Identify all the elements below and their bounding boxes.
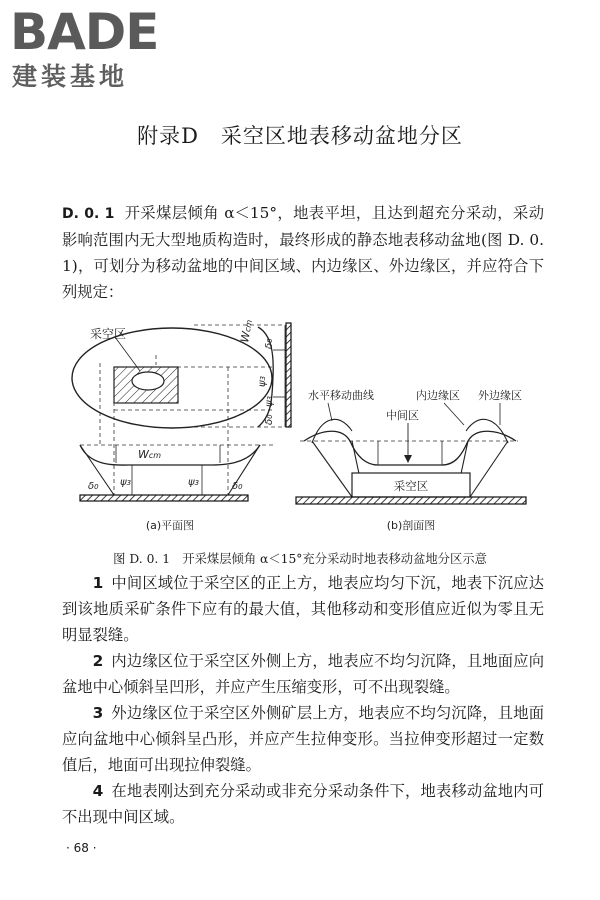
- figure-svg: [60, 315, 540, 550]
- section-ground-bottom: [296, 497, 526, 504]
- item-2-text: 内边缘区位于采空区外侧上方，地表应不均匀沉降，且地面应向盆地中心倾斜呈凹形，并应产生压缩变形，可不出现裂缝。: [62, 652, 544, 696]
- item-2: [62, 648, 544, 700]
- item-3-text: 外边缘区位于采空区外侧矿层上方，地表应不均匀沉降，且地面应向盆地中心倾斜呈凸形，并应产生拉伸变形。当拉伸变形超过一定数值后，地面可出现拉伸裂缝。: [62, 704, 544, 774]
- plan-guides: [80, 325, 285, 495]
- appendix-title: 附录D 采空区地表移动盆地分区: [137, 124, 463, 148]
- clause-text: 开采煤层倾角 α＜15°，地表平坦，且达到超充分采动，采动影响范围内无大型地质构造时，最终形成的静态地表移动盆地(图 D. 0. 1)，可划分为移动盆地的中间区域、内边缘区、外边缘区，并应符合下列规定：: [62, 204, 544, 301]
- section-view: [296, 388, 526, 532]
- plan-delta-left: δ0: [88, 481, 99, 492]
- clause-number: D. 0. 1: [62, 206, 115, 222]
- item-4: [62, 778, 544, 830]
- plan-ground-right: [286, 323, 291, 427]
- plan-sub-caption: (a)平面图: [145, 519, 195, 532]
- item-4-text: 在地表刚达到充分采动或非充分采动条件下，地表移动盆地内可不出现中间区域。: [62, 782, 544, 826]
- section-inner-label: 内边缘区: [416, 389, 460, 402]
- bade-logo: [8, 3, 178, 94]
- item-2-number: 2: [92, 652, 104, 670]
- item-3-number: 3: [92, 704, 104, 722]
- logo-brand: BADE: [10, 3, 159, 61]
- plan-goaf-label: 采空区: [90, 327, 127, 341]
- plan-psi-left: ψ3: [120, 477, 132, 488]
- plan-ground-bottom: [80, 495, 248, 501]
- section-goaf-label: 采空区: [393, 479, 429, 493]
- figure-caption: 图 D. 0. 1 开采煤层倾角 α＜15°充分采动时地表移动盆地分区示意: [113, 552, 487, 566]
- page-number: · 68 ·: [66, 841, 97, 855]
- middle-zone-ellipse: [132, 372, 164, 390]
- item-4-number: 4: [92, 782, 104, 800]
- section-outer-label: 外边缘区: [478, 389, 522, 402]
- plan-psi-right-top: ψ3: [257, 375, 268, 387]
- section-curve-label: 水平移动曲线: [308, 389, 374, 402]
- plan-view: [72, 318, 291, 532]
- plan-delta-right-bottom: δ0: [264, 414, 275, 425]
- plan-profile-curve-bottom: [80, 445, 260, 465]
- figure-d01: [60, 315, 540, 550]
- plan-delta-right-top: δ0: [264, 338, 275, 349]
- item-3: [62, 700, 544, 778]
- plan-w-label-right: Wcm: [238, 319, 254, 344]
- section-middle-label: 中间区: [386, 409, 419, 422]
- plan-delta-right: δ0: [232, 481, 243, 492]
- section-sub-caption: (b)剖面图: [386, 519, 436, 532]
- item-1: [62, 570, 544, 648]
- section-trough-curve: [304, 431, 516, 465]
- clause-intro: [62, 200, 544, 305]
- plan-psi-right-bottom: ψ3: [264, 395, 275, 407]
- logo-subtitle: 建装基地: [12, 62, 129, 91]
- plan-w-label-bottom: Wcm: [138, 448, 162, 461]
- item-1-number: 1: [92, 574, 104, 592]
- plan-psi-right: ψ3: [188, 477, 200, 488]
- item-1-text: 中间区域位于采空区的正上方，地表应均匀下沉，地表下沉应达到该地质采矿条件下应有的最大值，其他移动和变形值应近似为零且无明显裂缝。: [62, 574, 544, 644]
